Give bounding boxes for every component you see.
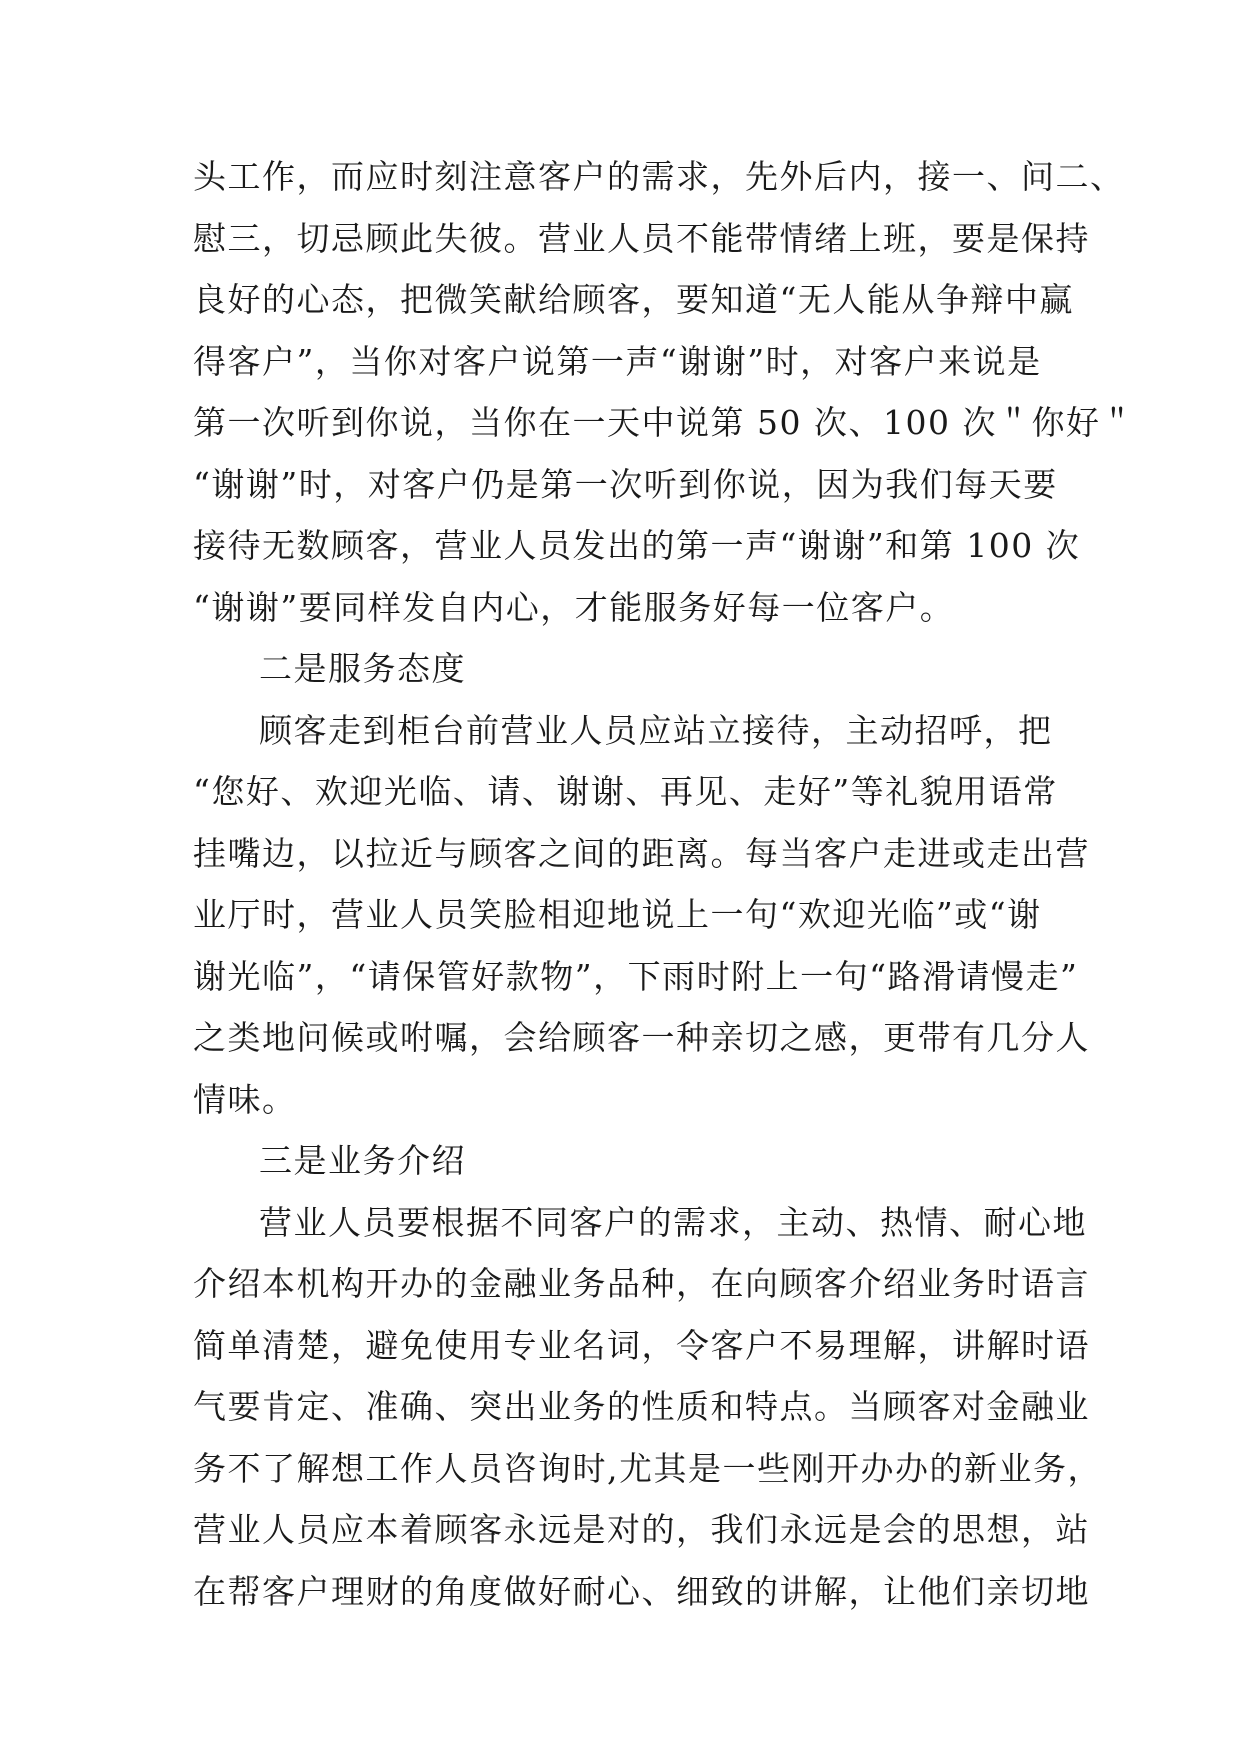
text-line: 头工作，而应时刻注意客户的需求，先外后内，接一、问二、 (193, 157, 1125, 196)
document-body (193, 146, 1135, 1622)
text-line: 慰三，切忌顾此失彼。营业人员不能带情绪上班，要是保持 (193, 218, 1090, 258)
text-line: 挂嘴边，以拉近与顾客之间的距离。每当客户走进或走出营 (193, 833, 1090, 873)
text-line: 营业人员应本着顾客永远是对的，我们永远是会的思想，站 (193, 1510, 1090, 1549)
text-line: 谢光临”，“请保管好款物”，下雨时附上一句“路滑请慢走” (193, 956, 1079, 996)
text-line: 营业人员要根据不同客户的需求，主动、热情、耐心地 (259, 1202, 1087, 1242)
section-heading-service-attitude: 二是服务态度 (259, 649, 466, 688)
text-line: 接待无数顾客，营业人员发出的第一声“谢谢”和第 100 次 (193, 526, 1081, 565)
text-line: 第一次听到你说，当你在一天中说第 50 次、100 次＂你好＂ (193, 403, 1135, 442)
text-line: 情味。 (193, 1079, 297, 1119)
paragraph-business-introduction (193, 1192, 1102, 1623)
text-line: “谢谢”时，对客户仍是第一次听到你说，因为我们每天要 (193, 464, 1058, 504)
text-line: 气要肯定、准确、突出业务的性质和特点。当顾客对金融业 (193, 1387, 1090, 1426)
text-line: “您好、欢迎光临、请、谢谢、再见、走好”等礼貌用语常 (193, 772, 1058, 811)
text-line: 得客户”，当你对客户说第一声“谢谢”时，对客户来说是 (193, 341, 1042, 381)
text-line: 在帮客户理财的角度做好耐心、细致的讲解，让他们亲切地 (193, 1571, 1090, 1611)
paragraph-service-attitude (193, 700, 1090, 1131)
text-line: 介绍本机构开办的金融业务品种，在向顾客介绍业务时语言 (193, 1264, 1090, 1303)
text-line: 简单清楚，避免使用专业名词，令客户不易理解，讲解时语 (193, 1325, 1090, 1365)
text-line: “谢谢”要同样发自内心，才能服务好每一位客户。 (193, 587, 955, 627)
text-line: 业厅时，营业人员笑脸相迎地说上一句“欢迎光临”或“谢 (193, 895, 1042, 934)
text-line: 顾客走到柜台前营业人员应站立接待，主动招呼，把 (259, 710, 1053, 750)
paragraph-service-greeting (193, 146, 1135, 638)
text-line: 之类地问候或咐嘱，会给顾客一种亲切之感，更带有几分人 (193, 1018, 1090, 1057)
section-heading-business-introduction: 三是业务介绍 (259, 1141, 466, 1180)
text-line: 务不了解想工作人员咨询时,尤其是一些刚开办办的新业务， (193, 1448, 1102, 1488)
text-line: 良好的心态，把微笑献给顾客，要知道“无人能从争辩中赢 (193, 280, 1074, 319)
